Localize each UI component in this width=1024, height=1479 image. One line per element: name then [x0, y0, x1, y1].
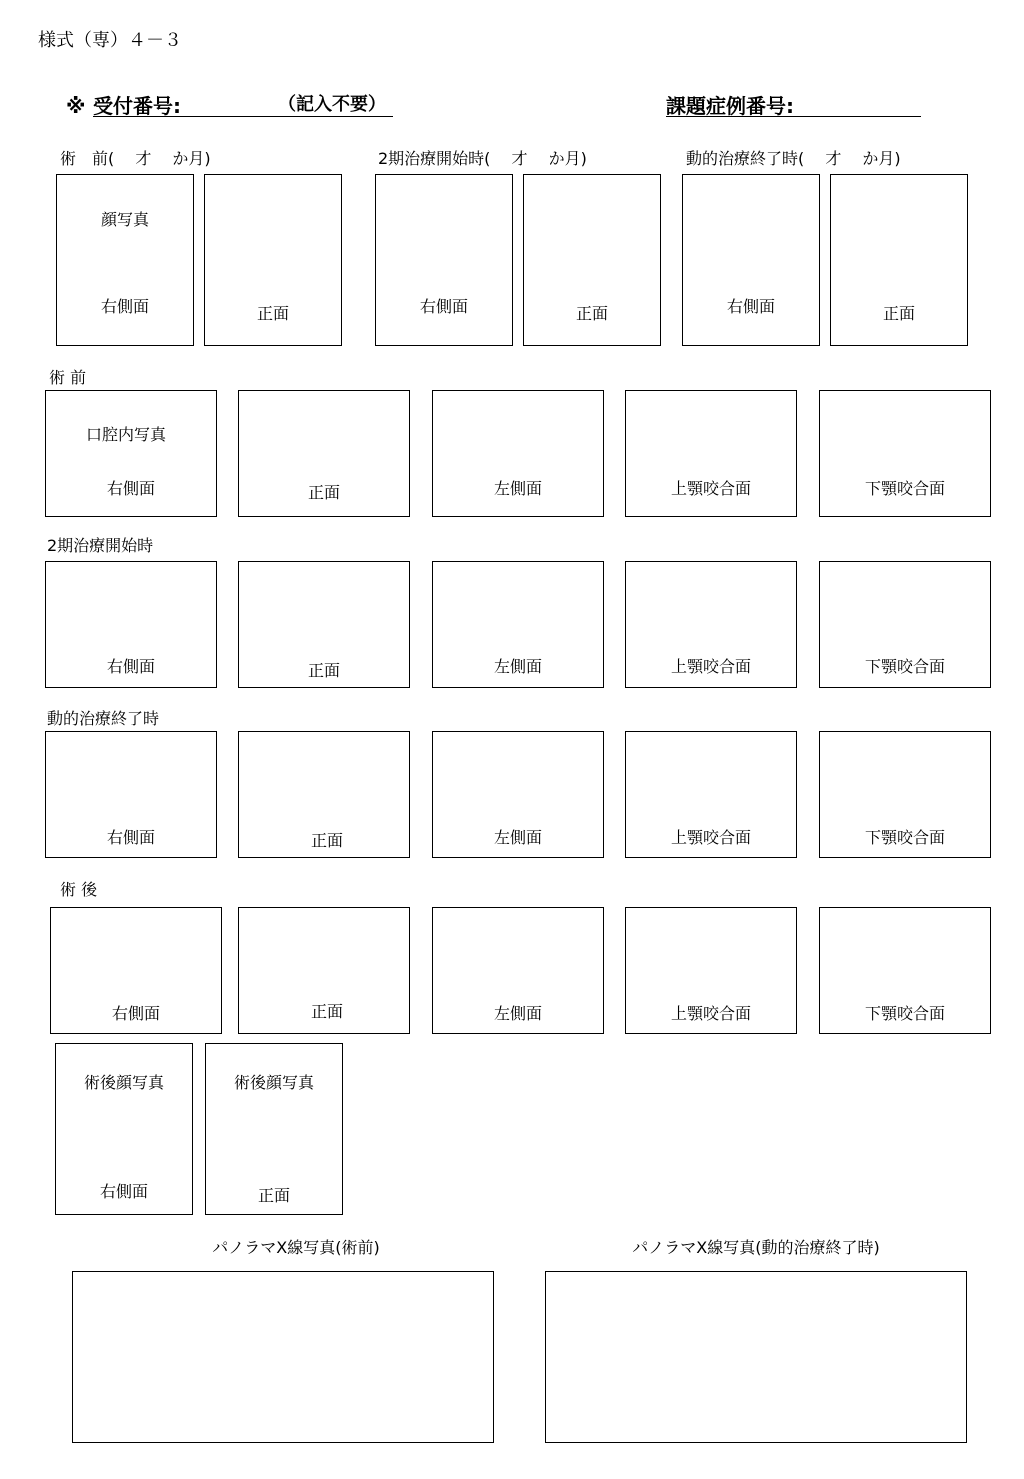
intraoral-phase2-upper-label: 上顎咬合面: [670, 657, 751, 676]
intraoral-photo-caption: 口腔内写真: [85, 425, 166, 444]
intraoral-pre-right-box[interactable]: [45, 390, 217, 517]
intraoral-end-left-label: 左側面: [493, 828, 542, 847]
facial-end-label: 動的治療終了時( 才 か月): [686, 149, 901, 168]
intraoral-end-right-label: 右側面: [106, 828, 155, 847]
panorama-end-label: パノラマX線写真(動的治療終了時): [632, 1238, 880, 1257]
intraoral-post-lower-label: 下顎咬合面: [864, 1004, 945, 1023]
intraoral-phase2-right-box[interactable]: [45, 561, 217, 688]
facial-end-right-label: 右側面: [726, 297, 775, 316]
intraoral-post-upper-label: 上顎咬合面: [670, 1004, 751, 1023]
receipt-number-label: 受付番号:: [93, 94, 181, 118]
intraoral-end-front-box[interactable]: [238, 731, 410, 858]
intraoral-pre-left-label: 左側面: [493, 479, 542, 498]
intraoral-post-front-label: 正面: [310, 1002, 343, 1021]
intraoral-pre-lower-label: 下顎咬合面: [864, 479, 945, 498]
intraoral-phase2-front-label: 正面: [307, 661, 340, 680]
intraoral-pre-lower-box[interactable]: [819, 390, 991, 517]
intraoral-phase2-lower-label: 下顎咬合面: [864, 657, 945, 676]
panorama-pre-box[interactable]: [72, 1271, 494, 1443]
intraoral-end-upper-box[interactable]: [625, 731, 797, 858]
intraoral-pre-front-label: 正面: [307, 483, 340, 502]
facial-phase2-label: 2期治療開始時( 才 か月): [378, 149, 587, 168]
form-number: 様式（専）４－３: [38, 30, 182, 51]
post-facial-right-box[interactable]: [55, 1043, 193, 1215]
receipt-number-underline: [93, 116, 393, 117]
facial-pre-front-box[interactable]: [204, 174, 342, 346]
post-facial-caption-2: 術後顔写真: [233, 1073, 314, 1092]
intraoral-pre-left-box[interactable]: [432, 390, 604, 517]
facial-pre-right-box[interactable]: [56, 174, 194, 346]
intraoral-post-upper-box[interactable]: [625, 907, 797, 1034]
intraoral-pre-front-box[interactable]: [238, 390, 410, 517]
facial-phase2-right-label: 右側面: [419, 297, 468, 316]
post-facial-front-label: 正面: [257, 1186, 290, 1205]
receipt-number-note: （記入不要）: [278, 94, 386, 115]
facial-end-right-box[interactable]: [682, 174, 820, 346]
intraoral-pre-right-label: 右側面: [106, 479, 155, 498]
intraoral-post-right-label: 右側面: [111, 1004, 160, 1023]
panorama-pre-label: パノラマX線写真(術前): [212, 1238, 380, 1257]
intraoral-post-front-box[interactable]: [238, 907, 410, 1034]
intraoral-end-right-box[interactable]: [45, 731, 217, 858]
facial-phase2-front-box[interactable]: [523, 174, 661, 346]
intraoral-end-front-label: 正面: [310, 831, 343, 850]
post-facial-caption: 術後顔写真: [83, 1073, 164, 1092]
facial-end-front-box[interactable]: [830, 174, 968, 346]
intraoral-post-left-box[interactable]: [432, 907, 604, 1034]
facial-end-front-label: 正面: [882, 304, 915, 323]
intraoral-post-right-box[interactable]: [50, 907, 222, 1034]
facial-pre-front-label: 正面: [256, 304, 289, 323]
intraoral-end-left-box[interactable]: [432, 731, 604, 858]
intraoral-end-lower-box[interactable]: [819, 731, 991, 858]
intraoral-end-label: 動的治療終了時: [47, 709, 160, 728]
intraoral-phase2-left-box[interactable]: [432, 561, 604, 688]
intraoral-phase2-label: 2期治療開始時: [47, 536, 154, 555]
intraoral-post-lower-box[interactable]: [819, 907, 991, 1034]
facial-pre-right-label: 右側面: [100, 297, 149, 316]
intraoral-phase2-upper-box[interactable]: [625, 561, 797, 688]
intraoral-phase2-left-label: 左側面: [493, 657, 542, 676]
reference-mark: ※: [66, 94, 86, 118]
facial-phase2-right-box[interactable]: [375, 174, 513, 346]
panorama-end-box[interactable]: [545, 1271, 967, 1443]
case-number-label: 課題症例番号:: [666, 94, 794, 118]
intraoral-phase2-right-label: 右側面: [106, 657, 155, 676]
intraoral-end-upper-label: 上顎咬合面: [670, 828, 751, 847]
intraoral-pre-label: 術 前: [49, 368, 87, 387]
intraoral-pre-upper-label: 上顎咬合面: [670, 479, 751, 498]
facial-phase2-front-label: 正面: [575, 304, 608, 323]
intraoral-phase2-front-box[interactable]: [238, 561, 410, 688]
intraoral-end-lower-label: 下顎咬合面: [864, 828, 945, 847]
post-facial-front-box[interactable]: [205, 1043, 343, 1215]
intraoral-pre-upper-box[interactable]: [625, 390, 797, 517]
intraoral-post-label: 術 後: [60, 880, 98, 899]
case-number-underline: [666, 116, 921, 117]
intraoral-post-left-label: 左側面: [493, 1004, 542, 1023]
post-facial-right-label: 右側面: [99, 1182, 148, 1201]
facial-pre-label: 術 前( 才 か月): [60, 149, 211, 168]
facial-photo-caption: 顔写真: [100, 210, 149, 229]
intraoral-phase2-lower-box[interactable]: [819, 561, 991, 688]
